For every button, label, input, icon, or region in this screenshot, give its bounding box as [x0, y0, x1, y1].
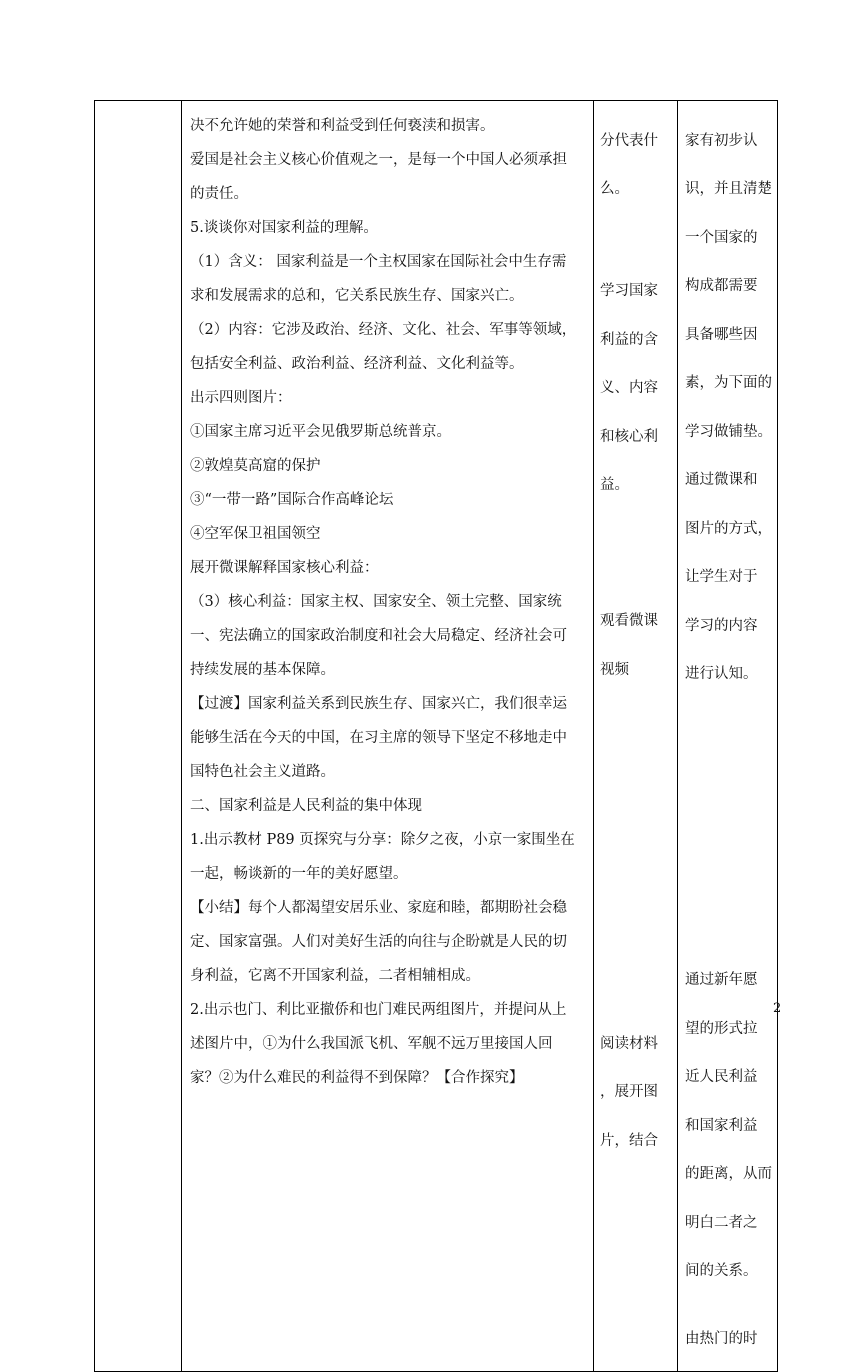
- text-line: 具备哪些因: [685, 326, 758, 343]
- text-line: ，展开图: [600, 1084, 658, 1100]
- text-line: 的责任。: [190, 186, 248, 202]
- text-line: 片，结合: [600, 1132, 658, 1149]
- text-line: 间的关系。: [685, 1263, 758, 1279]
- text-line: 爱国是社会主义核心价值观之一，是每一个中国人必须承担: [190, 152, 567, 168]
- lesson-plan-table: [94, 100, 778, 1372]
- text-line: 一起，畅谈新的一年的美好愿望。: [190, 866, 408, 882]
- text-line: 由热门的时: [685, 1331, 758, 1347]
- text-line: 学习做铺垫。: [685, 423, 772, 440]
- student-activity-cell: [594, 101, 678, 1372]
- text-line: 【小结】每个人都渴望安居乐业、家庭和睦，都期盼社会稳: [190, 900, 567, 916]
- text-line: 定、国家富强。人们对美好生活的向往与企盼就是人民的切: [190, 934, 567, 950]
- text-line: 一个国家的: [685, 229, 758, 246]
- intent-block-new-year: [685, 963, 773, 1288]
- text-line: 包括安全利益、政治利益、经济利益、文化利益等。: [190, 356, 524, 372]
- text-line: 阅读材料: [600, 1035, 658, 1052]
- activity-block-represent: [600, 124, 673, 207]
- text-line: 和国家利益: [685, 1117, 758, 1134]
- text-line: 视频: [600, 661, 629, 678]
- text-line: 益。: [600, 477, 629, 493]
- text-line: 图片的方式，: [685, 520, 772, 537]
- intent-block-hot-topic: [685, 1322, 773, 1356]
- text-line: 义、内容: [600, 380, 658, 396]
- stage-cell: [95, 101, 182, 1372]
- text-line: 利益的含: [600, 331, 658, 348]
- text-line: 家？②为什么难民的利益得不到保障？【合作探究】: [190, 1070, 524, 1086]
- text-line: 识，并且清楚: [685, 181, 772, 197]
- text-line: 决不允许她的荣誉和利益受到任何亵渎和损害。: [190, 118, 495, 134]
- text-line: 能够生活在今天的中国，在习主席的领导下坚定不移地走中: [190, 730, 567, 746]
- text-line: 构成都需要: [685, 278, 758, 294]
- text-line: 一、宪法确立的国家政治制度和社会大局稳定、经济社会可: [190, 628, 567, 644]
- text-line: （2）内容：它涉及政治、经济、文化、社会、军事等领域，: [190, 322, 577, 338]
- intent-block-country: [685, 124, 773, 692]
- text-line: 通过微课和: [685, 472, 758, 488]
- text-line: 身利益，它离不开国家利益，二者相辅相成。: [190, 968, 480, 984]
- text-line: ③“一带一路”国际合作高峰论坛: [190, 492, 394, 508]
- text-line: 出示四则图片：: [190, 390, 292, 406]
- text-line: 近人民利益: [685, 1069, 758, 1085]
- text-line: 1.出示教材 P89 页探究与分享：除夕之夜，小京一家围坐在: [190, 832, 575, 848]
- text-line: 和核心利: [600, 428, 658, 445]
- page-number: 2: [773, 1001, 782, 1016]
- text-line: 求和发展需求的总和，它关系民族生存、国家兴亡。: [190, 288, 524, 304]
- text-line: 通过新年愿: [685, 972, 758, 988]
- activity-block-read-material: [600, 1027, 673, 1158]
- text-line: 2.出示也门、利比亚撤侨和也门难民两组图片，并提问从上: [190, 1002, 567, 1018]
- text-line: 国特色社会主义道路。: [190, 764, 335, 780]
- teaching-process-text: [182, 101, 593, 1095]
- text-line: 观看微课: [600, 613, 658, 629]
- table-row: [95, 101, 778, 1372]
- text-line: （1）含义： 国家利益是一个主权国家在国际社会中生存需: [190, 254, 567, 270]
- text-line: 的距离，从而: [685, 1166, 772, 1182]
- student-activity-text: [594, 101, 677, 1158]
- text-line: ②敦煌莫高窟的保护: [190, 458, 321, 474]
- text-line: 进行认知。: [685, 666, 758, 682]
- activity-block-learn-interest: [600, 274, 673, 502]
- activity-block-watch-video: [600, 604, 673, 687]
- text-line: 学习国家: [600, 283, 658, 299]
- text-line: 让学生对于: [685, 569, 758, 585]
- design-intent-cell: [678, 101, 778, 1372]
- text-line: 展开微课解释国家核心利益：: [190, 560, 379, 576]
- teaching-process-cell: [182, 101, 594, 1372]
- design-intent-text: [678, 101, 777, 1356]
- text-line: 明白二者之: [685, 1214, 758, 1231]
- text-line: 述图片中，①为什么我国派飞机、军舰不远万里接国人回: [190, 1036, 553, 1052]
- text-line: （3）核心利益：国家主权、国家安全、领土完整、国家统: [190, 594, 562, 610]
- text-line: 【过渡】国家利益关系到民族生存、国家兴亡，我们很幸运: [190, 696, 567, 712]
- text-line: 学习的内容: [685, 617, 758, 634]
- text-line: ④空军保卫祖国领空: [190, 526, 321, 542]
- text-line: 二、国家利益是人民利益的集中体现: [190, 798, 422, 814]
- text-line: ①国家主席习近平会见俄罗斯总统普京。: [190, 424, 451, 440]
- text-line: 5.谈谈你对国家利益的理解。: [190, 220, 378, 236]
- text-line: 持续发展的基本保障。: [190, 662, 335, 678]
- text-line: 分代表什: [600, 132, 658, 149]
- text-line: 素，为下面的: [685, 375, 772, 391]
- text-line: 家有初步认: [685, 132, 758, 149]
- text-line: 么。: [600, 181, 629, 197]
- text-line: 望的形式拉: [685, 1020, 758, 1037]
